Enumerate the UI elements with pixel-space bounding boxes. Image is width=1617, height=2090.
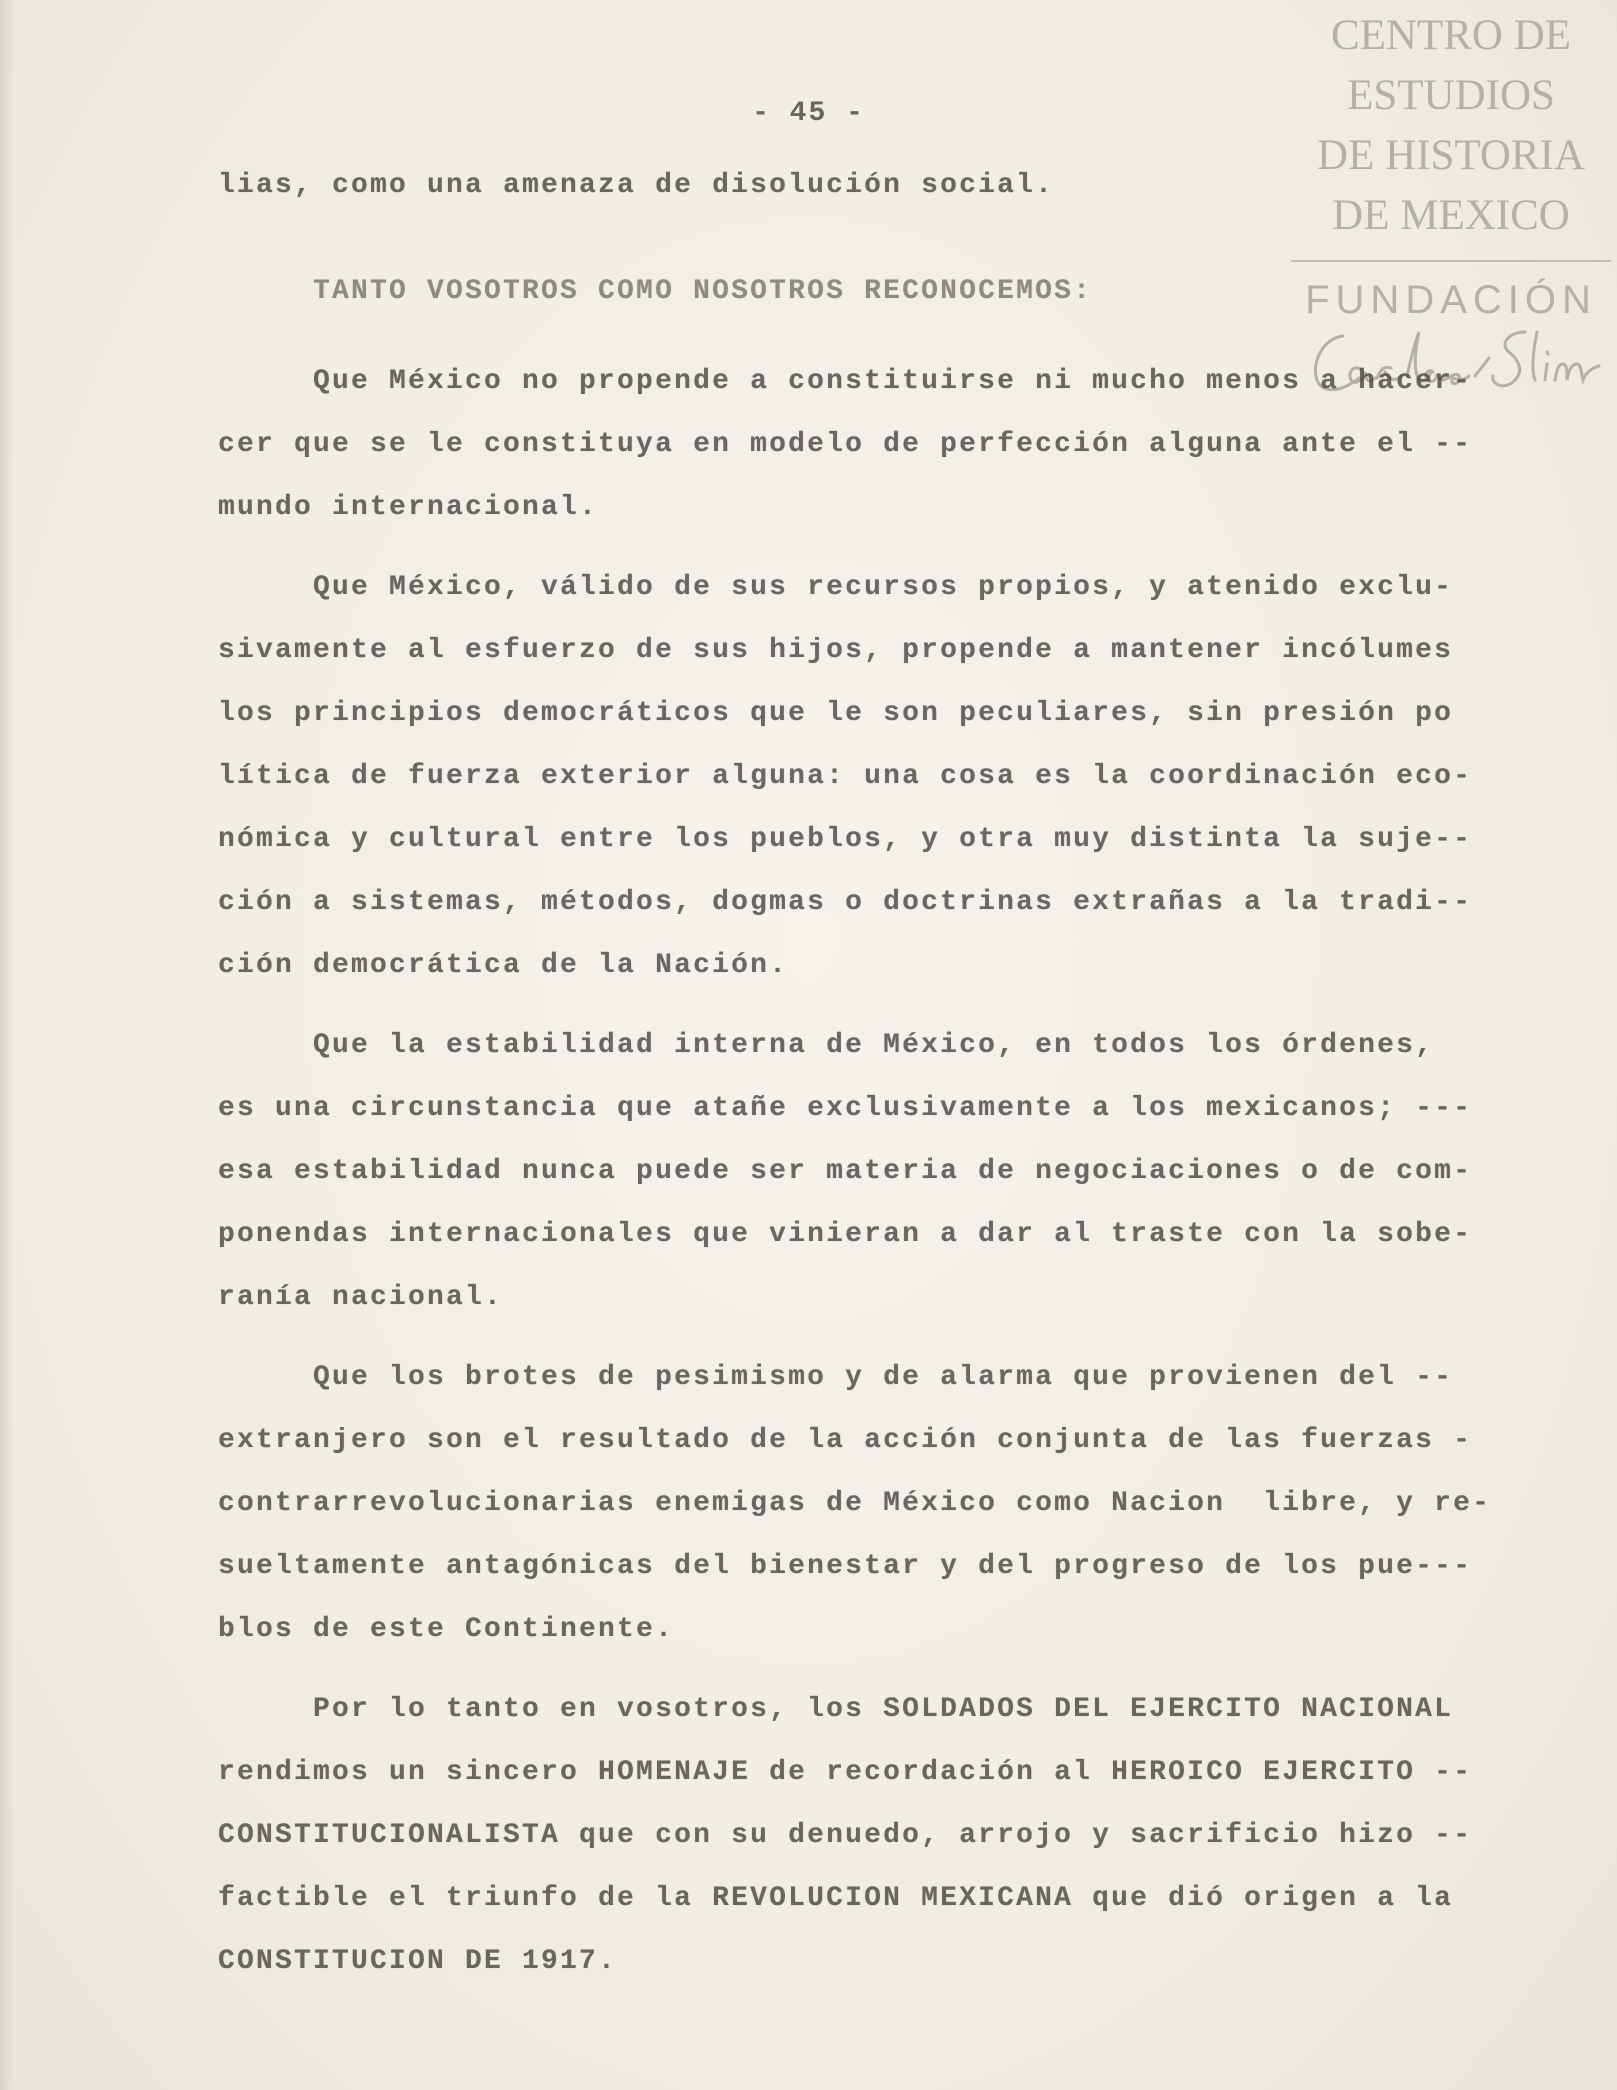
text-line: CONSTITUCION DE 1917. — [218, 1946, 618, 1977]
watermark-line-1: CENTRO DE — [1330, 12, 1572, 59]
text-line: rendimos un sincero HOMENAJE de recordación al HEROICO EJERCITO -- — [218, 1757, 1473, 1788]
watermark-fundacion: FUNDACIÓN — [1305, 278, 1597, 322]
text-line: ranía nacional. — [218, 1282, 504, 1313]
text-line: blos de este Continente. — [218, 1614, 675, 1645]
text-line: ción democrática de la Nación. — [218, 950, 789, 981]
text-line: CONSTITUCIONALISTA que con su denuedo, arrojo y sacrificio hizo -- — [218, 1820, 1473, 1851]
text-line: los principios democráticos que le son peculiares, sin presión po — [218, 698, 1454, 729]
watermark-divider — [1291, 260, 1611, 262]
watermark-line-4: DE MEXICO — [1332, 192, 1570, 239]
text-line: ción a sistemas, métodos, dogmas o doctrinas extrañas a la tradi-- — [218, 887, 1473, 918]
text-line: nómica y cultural entre los pueblos, y otra muy distinta la suje-- — [218, 824, 1473, 855]
text-line: Por lo tanto en vosotros, los SOLDADOS DEL EJERCITO NACIONAL — [218, 1694, 1454, 1725]
watermark-line-3: DE HISTORIA — [1317, 132, 1585, 179]
page-edge-shadow — [0, 0, 14, 2090]
text-line: contrarrevolucionarias enemigas de México como Nacion libre, y re- — [218, 1488, 1492, 1519]
text-line: es una circunstancia que atañe exclusivamente a los mexicanos; --- — [218, 1093, 1473, 1124]
text-line: lítica de fuerza exterior alguna: una cosa es la coordinación eco- — [218, 761, 1473, 792]
text-line: esa estabilidad nunca puede ser materia de negociaciones o de com- — [218, 1156, 1473, 1187]
text-line: ponendas internacionales que vinieran a dar al traste con la sobe- — [218, 1219, 1473, 1250]
text-line: sivamente al esfuerzo de sus hijos, propende a mantener incólumes — [218, 635, 1454, 666]
section-heading: TANTO VOSOTROS COMO NOSOTROS RECONOCEMOS: — [218, 276, 1093, 307]
text-line: mundo internacional. — [218, 492, 599, 523]
text-line: sueltamente antagónicas del bienestar y del progreso de los pue--- — [218, 1551, 1473, 1582]
watermark-line-2: ESTUDIOS — [1347, 72, 1555, 119]
text-line: factible el triunfo de la REVOLUCION MEXICANA que dió origen a la — [218, 1883, 1454, 1914]
text-line: lias, como una amenaza de disolución social. — [218, 170, 1055, 201]
text-line: extranjero son el resultado de la acción conjunta de las fuerzas - — [218, 1425, 1473, 1456]
text-line: Que la estabilidad interna de México, en todos los órdenes, — [218, 1030, 1435, 1061]
page-number: - 45 - — [752, 98, 865, 129]
text-line: Que México, válido de sus recursos propios, y atenido exclu- — [218, 572, 1454, 603]
text-line: Que México no propende a constituirse ni mucho menos a hacer- — [218, 366, 1473, 397]
text-line: Que los brotes de pesimismo y de alarma que provienen del -- — [218, 1362, 1454, 1393]
text-line: cer que se le constituya en modelo de perfección alguna ante el -- — [218, 429, 1473, 460]
